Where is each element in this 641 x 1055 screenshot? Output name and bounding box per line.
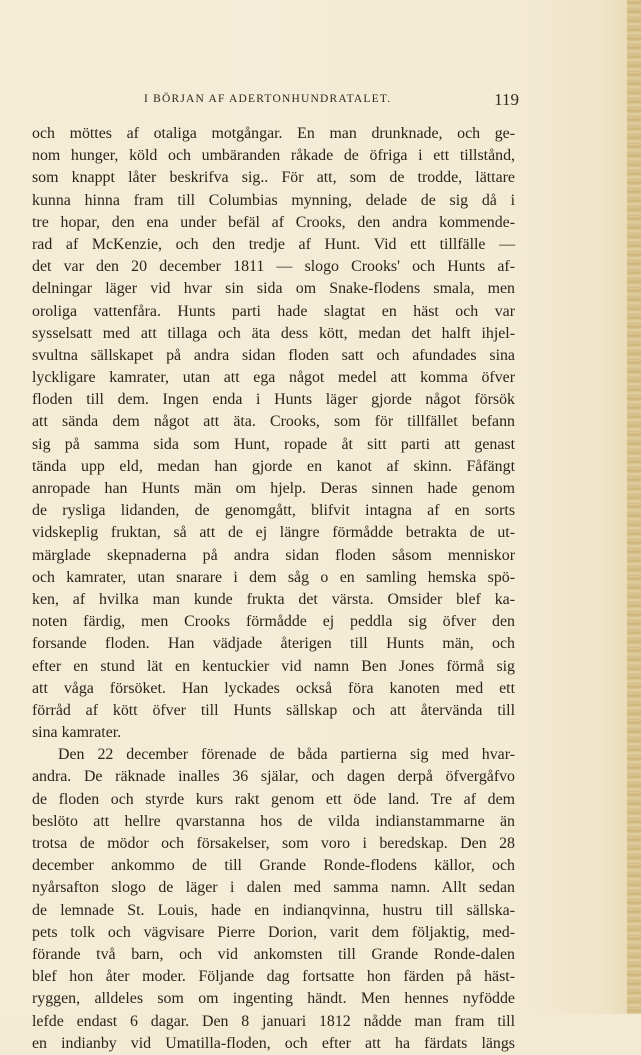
text-line: och kamrater, utan snarare i dem såg o en samling hemska spö- (32, 568, 515, 586)
page-edge-shadow (627, 0, 641, 1014)
text-line: pets tolk och vägvisare Pierre Dorion, varit dem följaktig, med- (32, 923, 515, 941)
text-line: trotsa de mödor och försakelser, som voro i beredskap. Den 28 (32, 835, 515, 852)
text-line: beslöto att hellre qvarstanna hos de vilda indianstammarne än (32, 812, 515, 830)
text-line: andra. De räknade inalles 36 själar, och dagen derpå öfvergåfvo (32, 768, 515, 786)
text-line: som knappt låter beskrifva sig.. För att, som de trodde, lättare (32, 169, 515, 187)
text-line: anropade han Hunts män om hjelp. Deras sinnen hade genom (32, 480, 515, 497)
text-line: tända upp eld, medan han gjorde en kanot af skinn. Fåfängt (32, 457, 515, 475)
text-line: sysselsatt med att tillaga och äta dess kött, medan det halft ihjel- (32, 324, 515, 342)
text-line: märglade skepnaderna på andra sidan floden såsom menniskor (32, 546, 515, 564)
text-line: de rysliga lidanden, de genomgått, blifvit intagna af en sorts (32, 502, 515, 520)
text-line: blef hon åter moder. Följande dag fortsatte hon färden på häst- (32, 968, 515, 986)
text-line: de lemnade St. Louis, hade en indianqvinna, hustru till sällska- (32, 901, 515, 919)
text-line: det var den 20 december 1811 — slogo Crooks' och Hunts af- (32, 258, 515, 276)
body-text (32, 123, 515, 1055)
text-line: noten färdig, men Crooks förmådde ej peddla sig öfver den (32, 613, 515, 631)
text-line: lefde endast 6 dagar. Den 8 januari 1812 nådde man fram till (32, 1012, 515, 1030)
text-line: att våga försöket. Han lyckades också föra kanoten med ett (32, 679, 515, 697)
text-line: förande två barn, och vid ankomsten till Grande Ronde-dalen (32, 945, 515, 963)
text-line: förråd af kött öfver till Hunts sällskap och att återvända till (32, 701, 515, 719)
running-header (40, 90, 519, 110)
running-title: I BÖRJAN AF ADERTONHUNDRATALET. (144, 93, 392, 105)
text-line: ken, af hvilka man kunde frukta det värsta. Omsider blef ka- (32, 590, 515, 608)
paragraph-start-line: Den 22 december förenade de båda partierna sig med hvar- (58, 746, 515, 764)
text-line: floden till dem. Ingen enda i Hunts läger gjorde något försök (32, 391, 515, 409)
text-line: forsande floden. Han vädjade återigen till Hunts män, och (32, 635, 515, 653)
text-line: vidskeplig fruktan, så att de ej längre förmådde betrakta de ut- (32, 524, 515, 542)
text-line: ryggen, alldeles som om ingenting händt. Men hennes nyfödde (32, 990, 515, 1008)
text-line: december ankommo de till Grande Ronde-flodens källor, och (32, 857, 515, 875)
paragraph-end-line: sina kamrater. (32, 724, 122, 742)
text-line: oroliga vattenfåra. Hunts parti hade slagtat en häst och var (32, 302, 515, 320)
text-line: delningar läger vid hvar sin sida om Snake-flodens smala, men (32, 280, 515, 298)
text-line: de floden och styrde kurs rakt genom ett öde land. Tre af dem (32, 790, 515, 808)
text-line: lyckligare kamrater, utan att ega något medel att komma öfver (32, 369, 515, 387)
text-line: tre hopar, den ena under befäl af Crooks, den andra kommende- (32, 213, 515, 231)
text-line: att sända dem något att äta. Crooks, som för tillfället befann (32, 413, 515, 431)
text-line: sig på samma sida som Hunt, ropade åt sitt parti att genast (32, 435, 515, 453)
text-line: en indianby vid Umatilla-floden, och efter att ha färdats längs (32, 1034, 515, 1052)
text-line: efter en stund lät en kentuckier vid namn Ben Jones förmå sig (32, 657, 515, 675)
page-number: 119 (494, 90, 519, 109)
text-line: svultna sällskapet på andra sidan floden satt och afundades sina (32, 346, 515, 364)
text-line: rad af McKenzie, och den tredje af Hunt. Vid ett tillfälle — (32, 235, 515, 253)
text-line: nyårsafton slogo de läger i dalen med samma namn. Allt sedan (32, 879, 515, 897)
text-line: nom hunger, köld och umbäranden råkade de öfriga i ett tillstånd, (32, 147, 515, 165)
text-line: och möttes af otaliga motgångar. En man drunknade, och ge- (32, 125, 515, 142)
text-line: kunna hinna fram till Columbias mynning, delade de sig då i (32, 191, 515, 209)
